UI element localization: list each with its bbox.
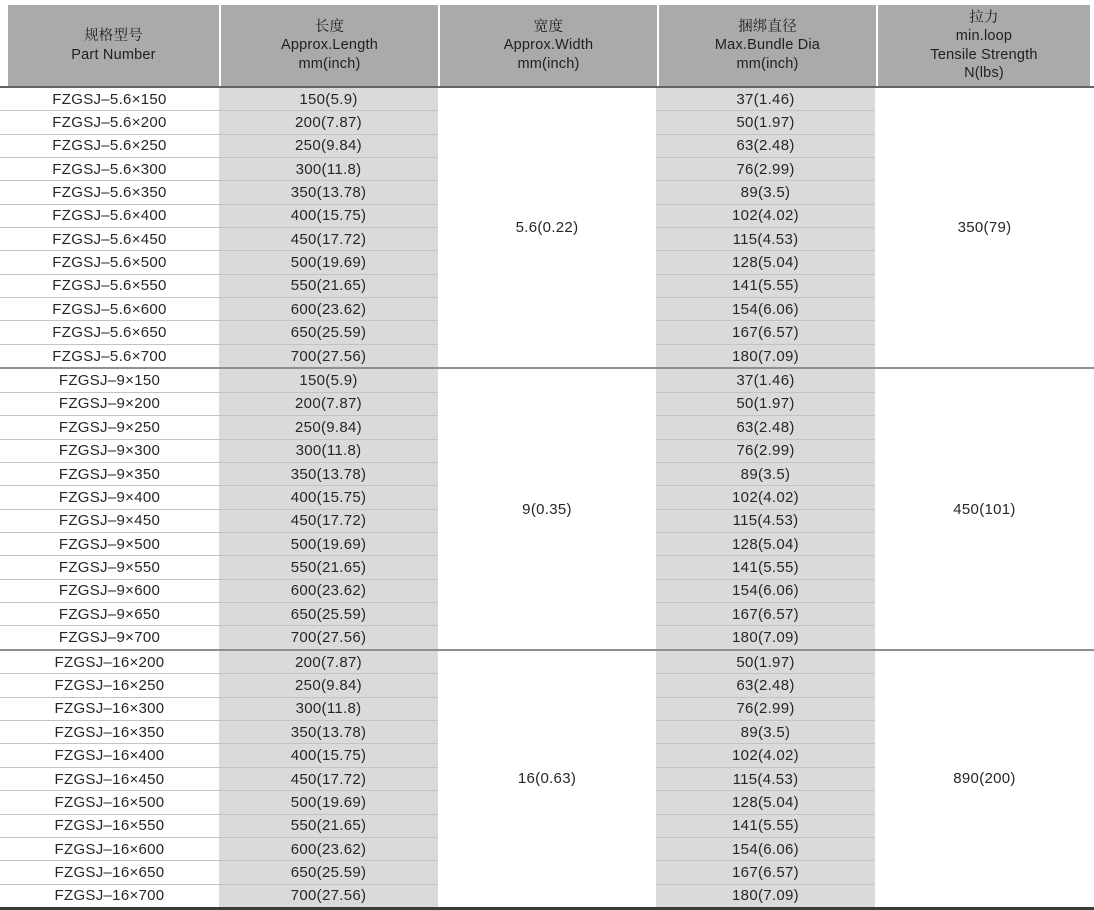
part-number-cell: FZGSJ–16×550 (0, 814, 219, 837)
approx-length-cell: 250(9.84) (219, 134, 438, 157)
approx-length-cell: 600(23.62) (219, 579, 438, 602)
part-number-cell: FZGSJ–5.6×600 (0, 298, 219, 321)
table-row (0, 368, 1094, 392)
header-label-line: mm(inch) (736, 55, 799, 72)
header-label-line: min.loop (955, 28, 1013, 44)
approx-length-cell: 350(13.78) (219, 462, 438, 485)
part-number-cell: FZGSJ–16×700 (54, 887, 165, 905)
header-label-line: Tensile Strength (930, 46, 1038, 63)
approx-length-cell: 700(27.56) (219, 626, 438, 650)
part-number-cell: FZGSJ–5.6×200 (0, 111, 219, 134)
approx-length-cell: 550(21.65) (219, 814, 438, 837)
approx-length-cell: 600(23.62) (219, 298, 438, 321)
approx-length-cell: 350(13.78) (219, 721, 438, 744)
max-bundle-dia-cell: 167(6.57) (656, 321, 875, 344)
tensile-strength-cell: 450(101) (875, 368, 1094, 650)
approx-length-cell: 450(17.72) (219, 228, 438, 251)
part-number-cell: FZGSJ–5.6×400 (0, 204, 219, 227)
part-number-cell: FZGSJ–9×400 (0, 486, 219, 509)
approx-length-cell: 650(25.59) (219, 321, 438, 344)
approx-length-cell: 650(25.59) (219, 603, 438, 626)
approx-length-cell: 500(19.69) (219, 532, 438, 555)
max-bundle-dia-cell: 102(4.02) (656, 204, 875, 227)
max-bundle-dia-cell: 167(6.57) (656, 861, 875, 884)
max-bundle-dia-cell: 63(2.48) (656, 416, 875, 439)
approx-length-cell: 300(11.8) (219, 697, 438, 720)
max-bundle-dia-cell: 37(1.46) (656, 368, 875, 392)
tensile-strength-cell: 890(200) (875, 650, 1094, 907)
approx-length-cell: 550(21.65) (219, 556, 438, 579)
approx-width-cell: 16(0.63) (438, 650, 656, 907)
approx-length-cell: 550(21.65) (219, 274, 438, 297)
part-number-cell: FZGSJ–5.6×250 (0, 134, 219, 157)
table-row (0, 650, 1094, 674)
max-bundle-dia-cell: 115(4.53) (656, 509, 875, 532)
part-number-cell: FZGSJ–5.6×150 (0, 88, 219, 111)
part-number-cell: FZGSJ–16×350 (0, 721, 219, 744)
part-number-cell: FZGSJ–9×650 (0, 603, 219, 626)
max-bundle-dia-cell: 63(2.48) (656, 134, 875, 157)
max-bundle-dia-cell: 180(7.09) (656, 884, 875, 907)
tensile-strength-cell: 350(79) (875, 88, 1094, 368)
approx-length-cell: 200(7.87) (219, 650, 438, 674)
part-number-cell: FZGSJ–9×550 (0, 556, 219, 579)
approx-length-cell: 150(5.9) (219, 368, 438, 392)
approx-length-cell: 400(15.75) (219, 744, 438, 767)
header-row (8, 5, 1090, 86)
header-cell-approx-width (440, 5, 657, 86)
part-number-cell: FZGSJ–5.6×350 (0, 181, 219, 204)
header-label-line: 宽度 (533, 18, 564, 35)
header-label-line: Approx.Width (503, 37, 594, 54)
part-number-cell: FZGSJ–5.6×550 (0, 274, 219, 297)
approx-length-cell: 200(7.87) (219, 111, 438, 134)
header-label-line: Approx.Length (281, 37, 378, 54)
header-label-line: Max.Bundle Dia (714, 37, 821, 54)
part-number-cell: FZGSJ–5.6×700 (0, 344, 219, 368)
max-bundle-dia-cell: 180(7.09) (656, 344, 875, 368)
part-number-cell: FZGSJ–16×200 (0, 650, 219, 674)
max-bundle-dia-cell: 102(4.02) (656, 744, 875, 767)
table-row (0, 88, 1094, 111)
max-bundle-dia-cell: 180(7.09) (656, 626, 875, 650)
part-number-cell: FZGSJ–9×250 (0, 416, 219, 439)
header-cell-part-number (8, 5, 219, 86)
part-number-cell: FZGSJ–9×350 (0, 462, 219, 485)
max-bundle-dia-cell: 63(2.48) (656, 674, 875, 697)
approx-length-cell: 650(25.59) (219, 861, 438, 884)
part-number-cell: FZGSJ–5.6×650 (0, 321, 219, 344)
max-bundle-dia-cell: 115(4.53) (656, 228, 875, 251)
part-number-cell: FZGSJ–9×700 (0, 626, 219, 650)
max-bundle-dia-cell: 50(1.97) (656, 111, 875, 134)
spec-table (0, 88, 1094, 907)
approx-width-cell: 9(0.35) (438, 368, 656, 650)
approx-length-cell: 300(11.8) (219, 157, 438, 180)
part-number-cell: FZGSJ–9×300 (0, 439, 219, 462)
approx-length-cell: 500(19.69) (219, 251, 438, 274)
max-bundle-dia-cell: 141(5.55) (656, 814, 875, 837)
header-label-line: Part Number (71, 46, 156, 63)
max-bundle-dia-cell: 141(5.55) (656, 274, 875, 297)
approx-length-cell: 350(13.78) (219, 181, 438, 204)
approx-length-cell: 400(15.75) (219, 204, 438, 227)
max-bundle-dia-cell: 128(5.04) (656, 791, 875, 814)
spec-table-body (0, 88, 1094, 907)
part-number-cell: FZGSJ–9×600 (0, 579, 219, 602)
max-bundle-dia-cell: 154(6.06) (656, 579, 875, 602)
max-bundle-dia-cell: 154(6.06) (656, 298, 875, 321)
approx-length-cell: 250(9.84) (219, 416, 438, 439)
part-number-cell: FZGSJ–9×150 (0, 368, 219, 392)
part-number-cell: FZGSJ–16×500 (0, 791, 219, 814)
part-number-cell: FZGSJ–16×250 (0, 674, 219, 697)
approx-length-cell: 500(19.69) (219, 791, 438, 814)
approx-length-cell: 150(5.9) (219, 88, 438, 111)
part-number-cell: FZGSJ–5.6×300 (0, 157, 219, 180)
part-number-cell: FZGSJ–16×600 (0, 837, 219, 860)
part-number-cell: FZGSJ–16×300 (0, 697, 219, 720)
max-bundle-dia-cell: 115(4.53) (656, 767, 875, 790)
max-bundle-dia-cell: 50(1.97) (656, 650, 875, 674)
max-bundle-dia-cell: 76(2.99) (656, 439, 875, 462)
approx-length-cell: 700(27.56) (219, 344, 438, 368)
max-bundle-dia-cell: 128(5.04) (656, 251, 875, 274)
part-number-cell: FZGSJ–5.6×450 (0, 228, 219, 251)
max-bundle-dia-cell: 89(3.5) (656, 721, 875, 744)
header-cell-tensile-strength (878, 5, 1090, 86)
part-number-cell: FZGSJ–5.6×500 (0, 251, 219, 274)
part-number-cell: FZGSJ–16×650 (0, 861, 219, 884)
approx-width-cell: 5.6(0.22) (438, 88, 656, 368)
part-number-cell: FZGSJ–16×450 (0, 767, 219, 790)
part-number-cell: FZGSJ–16×400 (0, 744, 219, 767)
approx-length-cell: 300(11.8) (219, 439, 438, 462)
max-bundle-dia-cell: 37(1.46) (656, 88, 875, 111)
header-label-line: 长度 (314, 18, 345, 35)
approx-length-cell: 400(15.75) (219, 486, 438, 509)
header-cell-max-bundle-dia (659, 5, 876, 86)
max-bundle-dia-cell: 128(5.04) (656, 532, 875, 555)
max-bundle-dia-cell: 141(5.55) (656, 556, 875, 579)
max-bundle-dia-cell: 50(1.97) (656, 392, 875, 415)
max-bundle-dia-cell: 76(2.99) (656, 697, 875, 720)
header-label-line: mm(inch) (517, 55, 580, 72)
max-bundle-dia-cell: 89(3.5) (656, 462, 875, 485)
header-label-line: N(lbs) (964, 65, 1004, 81)
max-bundle-dia-cell: 102(4.02) (656, 486, 875, 509)
table-header (0, 0, 1094, 86)
max-bundle-dia-cell: 89(3.5) (656, 181, 875, 204)
max-bundle-dia-cell: 167(6.57) (656, 603, 875, 626)
max-bundle-dia-cell: 76(2.99) (656, 157, 875, 180)
approx-length-cell: 200(7.87) (219, 392, 438, 415)
part-number-cell: FZGSJ–9×500 (0, 532, 219, 555)
part-number-cell: FZGSJ–9×200 (0, 392, 219, 415)
approx-length-cell: 450(17.72) (219, 767, 438, 790)
header-cell-approx-length (221, 5, 438, 86)
header-label-line: 规格型号 (84, 28, 143, 44)
header-label-line: 拉力 (969, 9, 999, 26)
header-label-line: mm(inch) (298, 55, 361, 72)
max-bundle-dia-cell: 154(6.06) (656, 837, 875, 860)
part-number-cell: FZGSJ–9×450 (0, 509, 219, 532)
approx-length-cell: 600(23.62) (219, 837, 438, 860)
approx-length-cell: 250(9.84) (219, 674, 438, 697)
approx-length-cell: 450(17.72) (219, 509, 438, 532)
header-label-line: 捆绑直径 (738, 18, 797, 35)
approx-length-cell: 700(27.56) (219, 884, 438, 907)
